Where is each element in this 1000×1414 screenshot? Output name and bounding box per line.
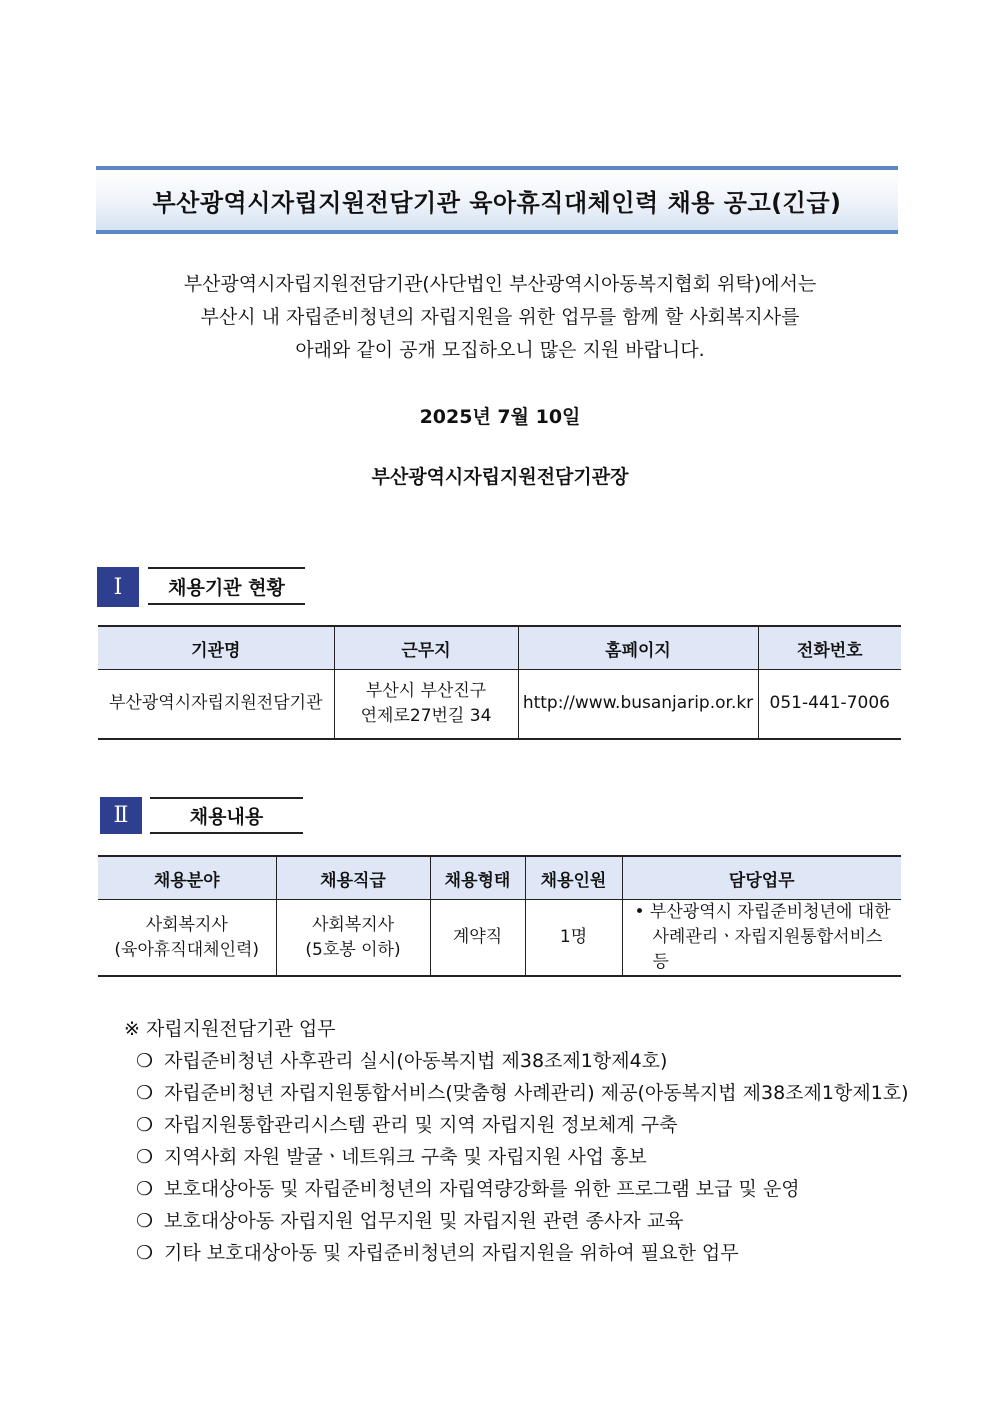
location-line: 부산시 부산진구 — [365, 680, 487, 701]
duties-list — [124, 1013, 924, 1269]
duties-heading: ※ 자립지원전담기관 업무 — [124, 1018, 336, 1040]
circle-bullet-icon: ❍ — [136, 1178, 154, 1200]
list-item — [124, 1141, 924, 1173]
duty-text: 자립준비청년 사후관리 실시(아동복지법 제38조제1항제4호) — [164, 1050, 668, 1072]
header-grade: 채용직급 — [276, 856, 430, 900]
field-line: 사회복지사 — [145, 914, 228, 935]
header-agency-name: 기관명 — [98, 626, 334, 670]
agency-table — [98, 625, 901, 740]
circle-bullet-icon: ❍ — [136, 1114, 154, 1136]
circle-bullet-icon: ❍ — [136, 1082, 154, 1104]
agency-name: 부산광역시자립지원전담기관 — [98, 670, 334, 739]
list-item — [124, 1109, 924, 1141]
table-row — [98, 670, 901, 739]
list-item — [124, 1045, 924, 1077]
header-count: 채용인원 — [525, 856, 622, 900]
section-1-number: Ⅰ — [97, 567, 139, 607]
header-field: 채용분야 — [98, 856, 276, 900]
intro-paragraph — [100, 268, 900, 367]
field-line: (육아휴직대체인력) — [114, 939, 260, 960]
intro-line: 아래와 같이 공개 모집하오니 많은 지원 바랍니다. — [295, 339, 705, 361]
announcement-date: 2025년 7월 10일 — [419, 406, 581, 428]
recruit-type: 계약직 — [430, 900, 525, 977]
circle-bullet-icon: ❍ — [136, 1050, 154, 1072]
section-2-title: 채용내용 — [150, 797, 303, 834]
table-header-row — [98, 856, 901, 900]
agency-homepage: http://www.busanjarip.or.kr — [518, 670, 758, 739]
recruit-count: 1명 — [525, 900, 622, 977]
recruit-work — [622, 900, 901, 977]
header-homepage: 홈페이지 — [518, 626, 758, 670]
duty-text: 지역사회 자원 발굴ㆍ네트워크 구축 및 자립지원 사업 홍보 — [164, 1146, 647, 1168]
section-2-number: Ⅱ — [100, 797, 142, 834]
work-line: • 부산광역시 자립준비청년에 대한 — [634, 902, 891, 922]
header-location: 근무지 — [334, 626, 518, 670]
circle-bullet-icon: ❍ — [136, 1210, 154, 1232]
header-type: 채용형태 — [430, 856, 525, 900]
duty-text: 보호대상아동 및 자립준비청년의 자립역량강화를 위한 프로그램 보급 및 운영 — [164, 1178, 800, 1200]
section-1-title: 채용기관 현황 — [148, 567, 305, 605]
circle-bullet-icon: ❍ — [136, 1146, 154, 1168]
duty-text: 자립준비청년 자립지원통합서비스(맞춤형 사례관리) 제공(아동복지법 제38조제1항제1호) — [164, 1082, 909, 1104]
grade-line: (5호봉 이하) — [305, 939, 401, 960]
duty-text: 보호대상아동 자립지원 업무지원 및 자립지원 관련 종사자 교육 — [164, 1210, 684, 1232]
work-line: 사례관리ㆍ자립지원통합서비스 등 — [652, 927, 883, 972]
list-item — [124, 1205, 924, 1237]
recruit-field — [98, 900, 276, 977]
header-phone: 전화번호 — [758, 626, 901, 670]
intro-line: 부산시 내 자립준비청년의 자립지원을 위한 업무를 함께 할 사회복지사를 — [200, 306, 800, 328]
intro-line: 부산광역시자립지원전담기관(사단법인 부산광역시아동복지협회 위탁)에서는 — [183, 273, 817, 295]
duty-text: 자립지원통합관리시스템 관리 및 지역 자립지원 정보체계 구축 — [164, 1114, 678, 1136]
signatory: 부산광역시자립지원전담기관장 — [371, 466, 629, 488]
recruit-grade — [276, 900, 430, 977]
location-line: 연제로27번길 34 — [360, 705, 492, 726]
agency-phone: 051-441-7006 — [769, 693, 890, 714]
header-work: 담당업무 — [622, 856, 901, 900]
recruitment-table — [98, 855, 901, 977]
table-row — [98, 900, 901, 977]
list-item — [124, 1077, 924, 1109]
list-item — [124, 1237, 924, 1269]
grade-line: 사회복지사 — [311, 914, 395, 935]
page-title: 부산광역시자립지원전담기관 육아휴직대체인력 채용 공고(긴급) — [152, 188, 842, 217]
list-item — [124, 1173, 924, 1205]
agency-location — [334, 670, 518, 739]
title-box — [96, 166, 898, 234]
duty-text: 기타 보호대상아동 및 자립준비청년의 자립지원을 위하여 필요한 업무 — [164, 1242, 739, 1264]
table-header-row — [98, 626, 901, 670]
circle-bullet-icon: ❍ — [136, 1242, 154, 1264]
